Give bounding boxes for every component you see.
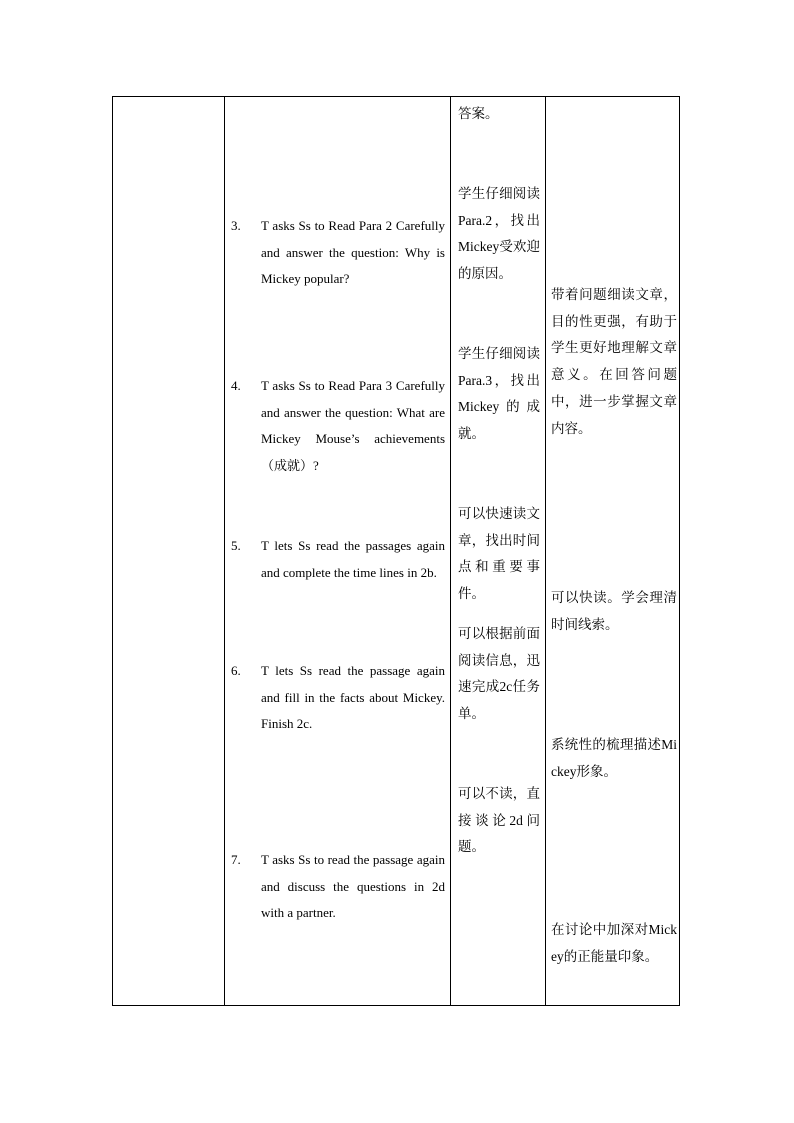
step-text: T lets Ss read the passages again and complete the time lines in 2b. <box>261 538 445 580</box>
step-4 <box>231 373 445 480</box>
purpose-1: 可以快读。学会理清时间线索。 <box>551 590 677 632</box>
purpose-3: 在讨论中加深对Mickey的正能量印象。 <box>551 922 677 964</box>
step-text: T asks Ss to Read Para 3 Carefully and answer the question: What are Mickey Mouse’s achievements（成就）? <box>261 378 445 474</box>
step-number: 6. <box>231 663 241 678</box>
student-activity-4: 可以根据前面阅读信息，迅速完成2c任务单。 <box>458 626 540 722</box>
step-text: T lets Ss read the passage again and fill in the facts about Mickey. Finish 2c. <box>261 663 445 732</box>
step-6 <box>231 658 445 738</box>
step-5 <box>231 533 445 586</box>
step-number: 5. <box>231 538 241 553</box>
step-text: T asks Ss to read the passage again and discuss the questions in 2d with a partner. <box>261 852 445 921</box>
column-divider-3 <box>545 97 546 1005</box>
step-number: 3. <box>231 218 241 233</box>
student-activity-1: 学生仔细阅读Para.2，找出Mickey受欢迎的原因。 <box>458 186 540 282</box>
purpose-0: 带着问题细读文章，目的性更强，有助于学生更好地理解文章意义。在回答问题中，进一步掌握文章内容。 <box>551 287 677 436</box>
student-activity-5: 可以不读，直接谈论2d问题。 <box>458 786 540 855</box>
student-activity-0: 答案。 <box>458 106 499 121</box>
student-activity-3: 可以快速读文章，找出时间点和重要事件。 <box>458 506 540 602</box>
step-3 <box>231 213 445 293</box>
step-number: 7. <box>231 852 241 867</box>
step-7 <box>231 847 445 927</box>
step-text: T asks Ss to Read Para 2 Carefully and answer the question: Why is Mickey popular? <box>261 218 445 287</box>
purpose-2: 系统性的梳理描述Mickey形象。 <box>551 737 677 779</box>
column-divider-1 <box>224 97 225 1005</box>
column-divider-2 <box>450 97 451 1005</box>
step-number: 4. <box>231 378 241 393</box>
student-activity-2: 学生仔细阅读Para.3，找出 Mickey的成就。 <box>458 346 540 442</box>
lesson-plan-table <box>112 96 680 1006</box>
